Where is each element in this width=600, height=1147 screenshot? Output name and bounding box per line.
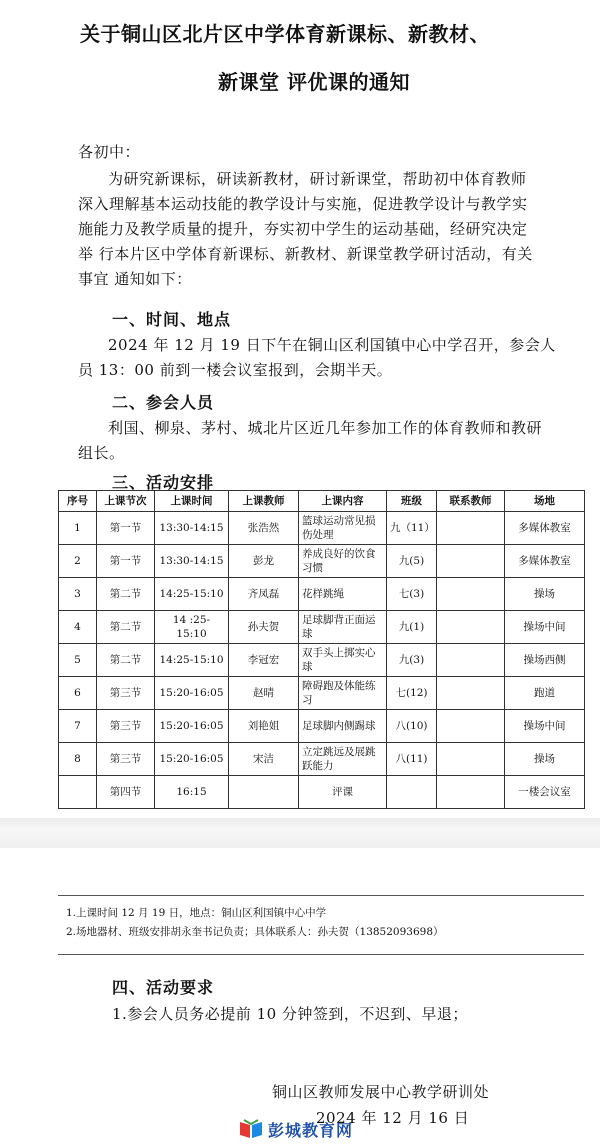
cell-time: 13:30-14:15 bbox=[155, 512, 229, 545]
cell-time: 14 :25-15:10 bbox=[155, 611, 229, 644]
cell-venue: 多媒体教室 bbox=[505, 545, 585, 578]
cell-venue: 一楼会议室 bbox=[505, 776, 585, 809]
cell-contact bbox=[437, 776, 505, 809]
cell-venue: 操场中间 bbox=[505, 611, 585, 644]
cell-class: 九（11） bbox=[387, 512, 437, 545]
cell-index: 7 bbox=[59, 710, 97, 743]
cell-index bbox=[59, 776, 97, 809]
cell-contact bbox=[437, 644, 505, 677]
cell-period: 第三节 bbox=[97, 677, 155, 710]
salutation: 各初中： bbox=[78, 143, 141, 161]
header-cell: 序号 bbox=[59, 491, 97, 512]
cell-venue: 操场西侧 bbox=[505, 644, 585, 677]
book-logo-icon bbox=[238, 1118, 264, 1140]
header-cell: 上课内容 bbox=[299, 491, 387, 512]
table-row bbox=[59, 644, 585, 677]
cell-teacher: 李冠宏 bbox=[229, 644, 299, 677]
cell-time: 14:25-15:10 bbox=[155, 578, 229, 611]
cell-index: 5 bbox=[59, 644, 97, 677]
cell-contact bbox=[437, 677, 505, 710]
cell-content: 立定跳远及展跳跃能力 bbox=[299, 743, 387, 776]
table-row bbox=[59, 776, 585, 809]
section1-line: 员 13：00 前到一楼会议室报到，会期半天。 bbox=[78, 361, 393, 379]
cell-content: 篮球运动常见损伤处理 bbox=[299, 512, 387, 545]
table-row bbox=[59, 512, 585, 545]
cell-venue: 操场 bbox=[505, 743, 585, 776]
cell-class: 九(5) bbox=[387, 545, 437, 578]
cell-period: 第一节 bbox=[97, 512, 155, 545]
cell-period: 第三节 bbox=[97, 743, 155, 776]
cell-contact bbox=[437, 611, 505, 644]
watermark-text: 彭城教育网 bbox=[268, 1120, 354, 1140]
intro-line: 施能力及教学质量的提升，夯实初中学生的运动基础，经研究决定 bbox=[78, 220, 528, 238]
table-header-row bbox=[59, 491, 585, 512]
section3-heading: 三、活动安排 bbox=[112, 473, 215, 492]
section4-heading: 四、活动要求 bbox=[112, 978, 215, 997]
doc-title-line1: 关于铜山区北片区中学体育新课标、新教材、 bbox=[80, 22, 490, 46]
table-row bbox=[59, 743, 585, 776]
cell-index: 8 bbox=[59, 743, 97, 776]
cell-teacher bbox=[229, 776, 299, 809]
cell-time: 13:30-14:15 bbox=[155, 545, 229, 578]
cell-index: 4 bbox=[59, 611, 97, 644]
cell-teacher: 齐凤磊 bbox=[229, 578, 299, 611]
cell-class: 九(1) bbox=[387, 611, 437, 644]
intro-line: 事宜 通知如下： bbox=[78, 270, 192, 288]
watermark bbox=[238, 1116, 353, 1142]
table-row bbox=[59, 611, 585, 644]
cell-period: 第二节 bbox=[97, 578, 155, 611]
schedule-table bbox=[58, 490, 585, 809]
intro-paragraph bbox=[78, 167, 588, 292]
cell-venue: 操场 bbox=[505, 578, 585, 611]
cell-teacher: 刘艳姐 bbox=[229, 710, 299, 743]
cell-time: 15:20-16:05 bbox=[155, 710, 229, 743]
header-cell: 联系教师 bbox=[437, 491, 505, 512]
cell-class: 八(11) bbox=[387, 743, 437, 776]
header-cell: 上课时间 bbox=[155, 491, 229, 512]
cell-teacher: 彭龙 bbox=[229, 545, 299, 578]
cell-teacher: 赵晴 bbox=[229, 677, 299, 710]
cell-content: 足球脚内侧踢球 bbox=[299, 710, 387, 743]
intro-line: 为研究新课标，研读新教材，研讨新课堂，帮助初中体育教师 bbox=[108, 170, 527, 188]
cell-content: 双手头上掷实心球 bbox=[299, 644, 387, 677]
header-cell: 场地 bbox=[505, 491, 585, 512]
section2-text bbox=[78, 416, 588, 466]
section2-heading: 二、参会人员 bbox=[112, 393, 215, 412]
section1-text bbox=[78, 333, 588, 383]
cell-period: 第二节 bbox=[97, 644, 155, 677]
cell-contact bbox=[437, 578, 505, 611]
cell-contact bbox=[437, 545, 505, 578]
cell-time: 14:25-15:10 bbox=[155, 644, 229, 677]
table-row bbox=[59, 545, 585, 578]
signature-date: 2024 年 12 月 16 日 bbox=[316, 1109, 470, 1127]
cell-class bbox=[387, 776, 437, 809]
section2-line: 组长。 bbox=[78, 444, 125, 462]
doc-title-line2: 新课堂 评优课的通知 bbox=[218, 70, 410, 94]
section1-heading: 一、时间、地点 bbox=[112, 310, 232, 329]
header-cell: 上课节次 bbox=[97, 491, 155, 512]
cell-index: 1 bbox=[59, 512, 97, 545]
table-row bbox=[59, 710, 585, 743]
cell-class: 七(12) bbox=[387, 677, 437, 710]
cell-venue: 操场中间 bbox=[505, 710, 585, 743]
cell-contact bbox=[437, 512, 505, 545]
note-line: 2.场地器材、班级安排胡永奎书记负责；具体联系人：孙夫贺（13852093698） bbox=[66, 926, 444, 938]
cell-content: 养成良好的饮食习惯 bbox=[299, 545, 387, 578]
cell-class: 八(10) bbox=[387, 710, 437, 743]
header-cell: 上课教师 bbox=[229, 491, 299, 512]
cell-contact bbox=[437, 743, 505, 776]
section4-text: 1.参会人员务必提前 10 分钟签到，不迟到、早退； bbox=[112, 1005, 468, 1023]
cell-content: 评课 bbox=[299, 776, 387, 809]
cell-teacher: 宋洁 bbox=[229, 743, 299, 776]
signature-org: 铜山区教师发展中心教学研训处 bbox=[272, 1083, 490, 1101]
cell-time: 16:15 bbox=[155, 776, 229, 809]
table-row bbox=[59, 677, 585, 710]
section1-line: 2024 年 12 月 19 日下午在铜山区利国镇中心中学召开，参会人 bbox=[108, 336, 556, 354]
cell-content: 障碍跑及体能练习 bbox=[299, 677, 387, 710]
cell-period: 第二节 bbox=[97, 611, 155, 644]
cell-time: 15:20-16:05 bbox=[155, 677, 229, 710]
cell-venue: 多媒体教室 bbox=[505, 512, 585, 545]
page-break-band bbox=[0, 818, 600, 848]
intro-line: 深入理解基本运动技能的教学设计与实施，促进教学设计与教学实 bbox=[78, 195, 528, 213]
cell-teacher: 张浩然 bbox=[229, 512, 299, 545]
cell-period: 第一节 bbox=[97, 545, 155, 578]
cell-venue: 跑道 bbox=[505, 677, 585, 710]
cell-period: 第三节 bbox=[97, 710, 155, 743]
table-row bbox=[59, 578, 585, 611]
cell-class: 七(3) bbox=[387, 578, 437, 611]
cell-index: 6 bbox=[59, 677, 97, 710]
cell-time: 15:20-16:05 bbox=[155, 743, 229, 776]
section2-line: 利国、柳泉、茅村、城北片区近几年参加工作的体育教师和教研 bbox=[108, 419, 543, 437]
cell-index: 3 bbox=[59, 578, 97, 611]
cell-class: 九(3) bbox=[387, 644, 437, 677]
cell-content: 花样跳绳 bbox=[299, 578, 387, 611]
notes-box bbox=[58, 895, 584, 955]
header-cell: 班级 bbox=[387, 491, 437, 512]
note-line: 1.上课时间 12 月 19 日，地点：铜山区利国镇中心中学 bbox=[66, 907, 327, 919]
intro-line: 举 行本片区中学体育新课标、新教材、新课堂教学研讨活动，有关 bbox=[78, 245, 533, 263]
cell-period: 第四节 bbox=[97, 776, 155, 809]
cell-contact bbox=[437, 710, 505, 743]
cell-index: 2 bbox=[59, 545, 97, 578]
cell-teacher: 孙夫贺 bbox=[229, 611, 299, 644]
cell-content: 足球脚背正面运球 bbox=[299, 611, 387, 644]
